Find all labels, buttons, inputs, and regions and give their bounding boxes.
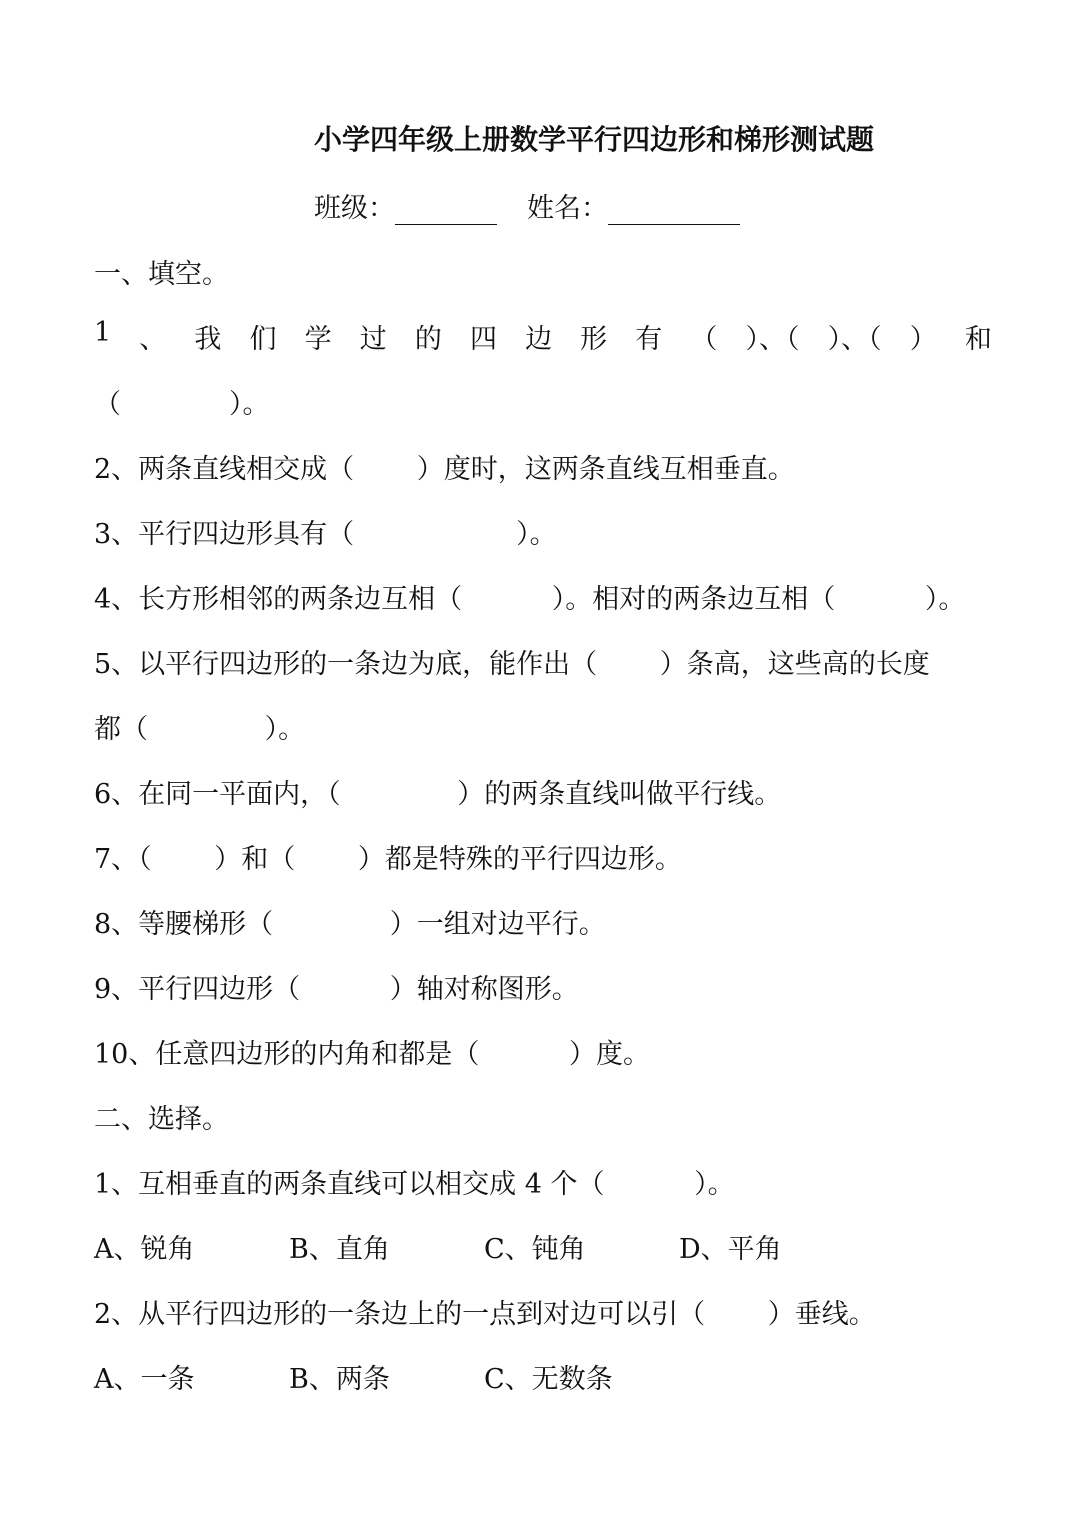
choice-question-2: 2、从平行四边形的一条边上的一点到对边可以引（ ）垂线。 bbox=[94, 1299, 876, 1330]
option-a[interactable]: A、锐角 bbox=[94, 1234, 195, 1265]
q1-char: 学 bbox=[304, 324, 332, 355]
choice-question-2-options bbox=[94, 1357, 679, 1396]
q1-char: ） bbox=[909, 324, 937, 355]
class-label: 班级： bbox=[314, 193, 395, 224]
option-b[interactable]: B、两条 bbox=[289, 1364, 390, 1395]
q1-char: 边 bbox=[525, 324, 553, 355]
fill-question-10: 10、任意四边形的内角和都是（ ）度。 bbox=[94, 1039, 650, 1070]
option-d[interactable]: D、平角 bbox=[679, 1234, 782, 1265]
fill-question-4: 4、长方形相邻的两条边互相（ ）。相对的两条边互相（ ）。 bbox=[94, 584, 966, 615]
q1-char: ）、（ bbox=[827, 324, 882, 355]
section-1-heading: 一、填空。 bbox=[94, 259, 229, 290]
fill-question-5-continued: 都（ ）。 bbox=[94, 714, 306, 745]
option-a[interactable]: A、一条 bbox=[94, 1364, 195, 1395]
choice-question-1-options bbox=[94, 1227, 874, 1266]
name-blank[interactable] bbox=[608, 196, 740, 225]
q1-char: 、 bbox=[139, 324, 167, 355]
fill-question-1-continued: （ ）。 bbox=[94, 389, 270, 420]
page-title: 小学四年级上册数学平行四边形和梯形测试题 bbox=[314, 123, 875, 156]
q1-char: 们 bbox=[249, 324, 277, 355]
q1-char: 形 bbox=[580, 324, 608, 355]
q1-char: 四 bbox=[469, 324, 497, 355]
option-c[interactable]: C、无数条 bbox=[484, 1364, 613, 1395]
q1-char: （ bbox=[690, 324, 718, 355]
class-blank[interactable] bbox=[395, 196, 497, 225]
q1-char: 和 bbox=[964, 324, 992, 355]
q1-char: 我 bbox=[194, 324, 222, 355]
fill-question-8: 8、等腰梯形（ ）一组对边平行。 bbox=[94, 909, 606, 940]
name-label: 姓名： bbox=[527, 193, 608, 224]
choice-question-1: 1、互相垂直的两条直线可以相交成 4 个（ ）。 bbox=[94, 1169, 735, 1200]
option-b[interactable]: B、直角 bbox=[289, 1234, 390, 1265]
fill-question-3: 3、平行四边形具有（ ）。 bbox=[94, 519, 557, 550]
q1-char: ）、（ bbox=[745, 324, 800, 355]
section-2-heading: 二、选择。 bbox=[94, 1104, 229, 1135]
q1-char: 过 bbox=[359, 324, 387, 355]
fill-question-9: 9、平行四边形（ ）轴对称图形。 bbox=[94, 974, 579, 1005]
fill-question-6: 6、在同一平面内，（ ）的两条直线叫做平行线。 bbox=[94, 779, 782, 810]
fill-question-1 bbox=[94, 317, 992, 356]
fill-question-2: 2、两条直线相交成（ ）度时，这两条直线互相垂直。 bbox=[94, 454, 795, 485]
student-info-line bbox=[314, 186, 740, 225]
q1-char: 1 bbox=[94, 317, 112, 348]
option-c[interactable]: C、钝角 bbox=[484, 1234, 586, 1265]
fill-question-7: 7、（ ）和（ ）都是特殊的平行四边形。 bbox=[94, 844, 682, 875]
fill-question-5: 5、以平行四边形的一条边为底，能作出（ ）条高，这些高的长度 bbox=[94, 649, 930, 680]
q1-char: 有 bbox=[635, 324, 663, 355]
q1-char: 的 bbox=[414, 324, 442, 355]
